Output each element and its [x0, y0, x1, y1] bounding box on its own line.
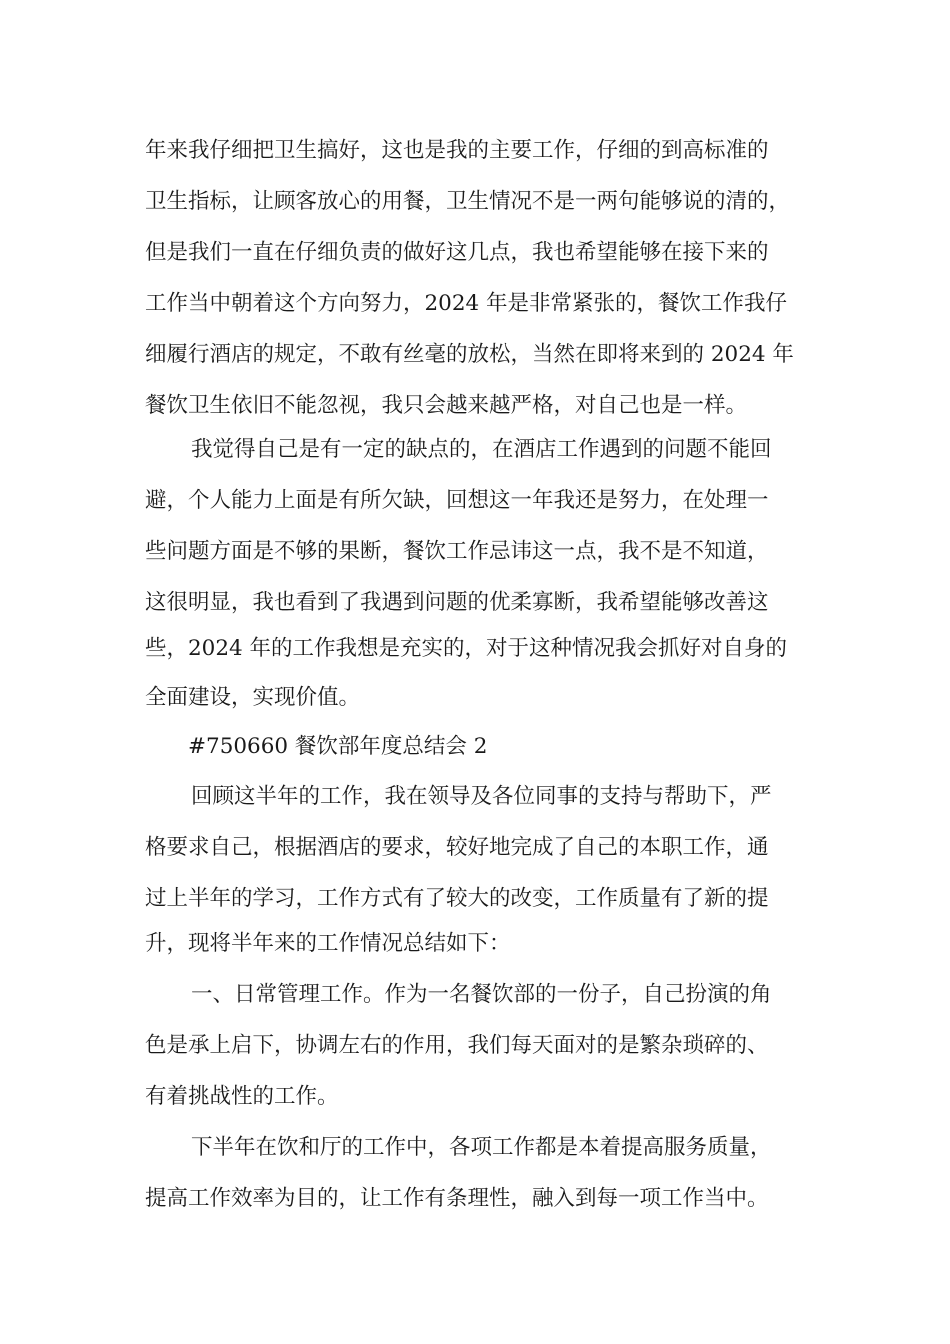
paragraph-2-line-3: 些问题方面是不够的果断，餐饮工作忌讳这一点，我不是不知道， — [145, 539, 769, 564]
paragraph-1-line-6: 餐饮卫生依旧不能忽视，我只会越来越严格，对自己也是一样。 — [145, 393, 748, 418]
section-heading: #750660 餐饮部年度总结会 2 — [188, 734, 488, 759]
paragraph-2-line-2: 避，个人能力上面是有所欠缺，回想这一年我还是努力，在处理一 — [145, 488, 769, 513]
paragraph-2-line-4: 这很明显，我也看到了我遇到问题的优柔寡断，我希望能够改善这 — [145, 590, 769, 615]
paragraph-4-line-1: 一、日常管理工作。作为一名餐饮部的一份子，自己扮演的角 — [191, 982, 772, 1007]
paragraph-4-line-3: 有着挑战性的工作。 — [145, 1084, 339, 1109]
paragraph-4-line-2: 色是承上启下，协调左右的作用，我们每天面对的是繁杂琐碎的、 — [145, 1033, 769, 1058]
paragraph-1-line-5: 细履行酒店的规定，不敢有丝毫的放松，当然在即将来到的 2024 年 — [145, 342, 794, 367]
paragraph-1-line-2: 卫生指标，让顾客放心的用餐，卫生情况不是一两句能够说的清的， — [145, 189, 791, 214]
paragraph-1-line-1: 年来我仔细把卫生搞好，这也是我的主要工作，仔细的到高标准的 — [145, 138, 769, 163]
paragraph-3-line-1: 回顾这半年的工作，我在领导及各位同事的支持与帮助下，严 — [191, 784, 772, 809]
paragraph-5-line-2: 提高工作效率为目的，让工作有条理性，融入到每一项工作当中。 — [145, 1186, 769, 1211]
paragraph-1-line-4: 工作当中朝着这个方向努力，2024 年是非常紧张的，餐饮工作我仔 — [145, 291, 788, 316]
paragraph-3-line-4: 升，现将半年来的工作情况总结如下： — [145, 931, 511, 956]
paragraph-2-line-1: 我觉得自己是有一定的缺点的，在酒店工作遇到的问题不能回 — [191, 437, 772, 462]
paragraph-2-line-5: 些，2024 年的工作我想是充实的，对于这种情况我会抓好对自身的 — [145, 636, 788, 661]
paragraph-3-line-3: 过上半年的学习，工作方式有了较大的改变，工作质量有了新的提 — [145, 886, 769, 911]
paragraph-2-line-6: 全面建设，实现价值。 — [145, 685, 361, 710]
paragraph-5-line-1: 下半年在饮和厅的工作中，各项工作都是本着提高服务质量， — [191, 1135, 772, 1160]
paragraph-1-line-3: 但是我们一直在仔细负责的做好这几点，我也希望能够在接下来的 — [145, 240, 769, 265]
paragraph-3-line-2: 格要求自己，根据酒店的要求，较好地完成了自己的本职工作，通 — [145, 835, 769, 860]
